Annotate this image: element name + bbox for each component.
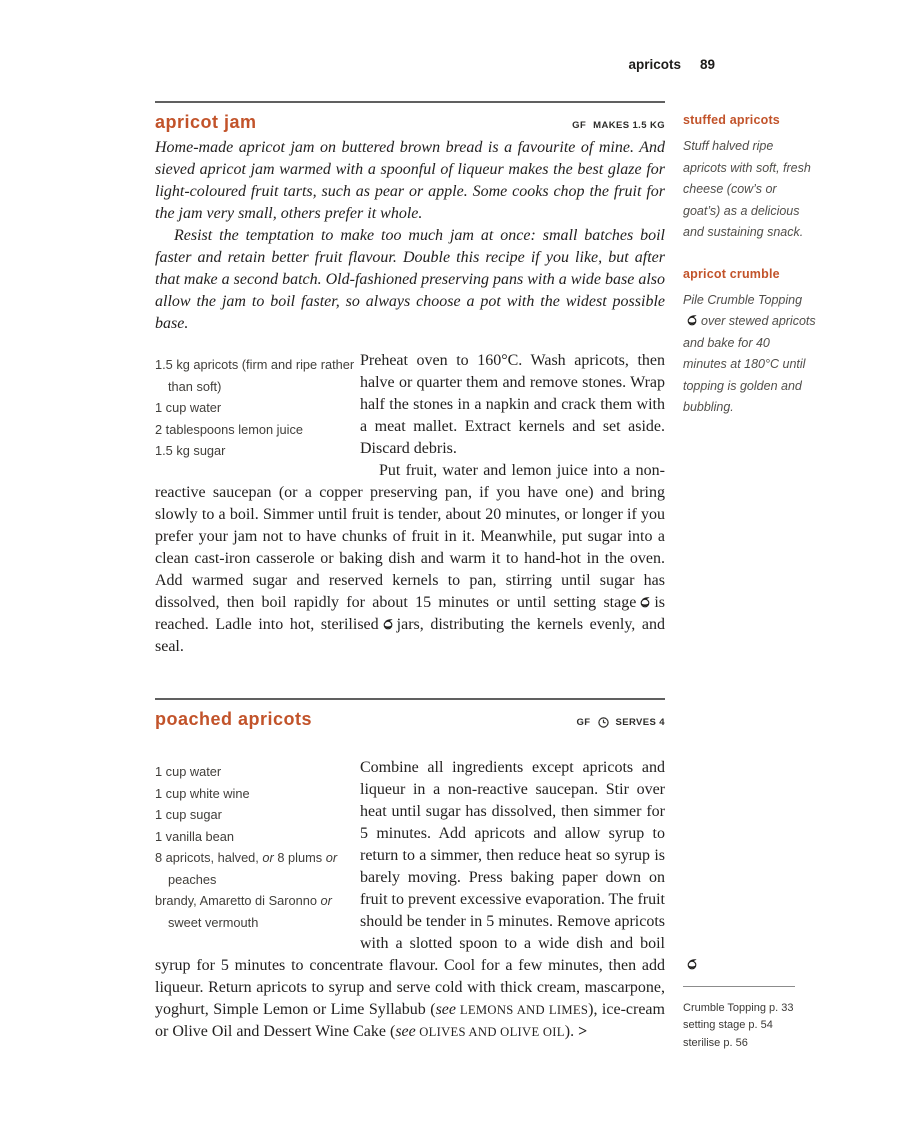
recipe-body <box>155 350 665 658</box>
ingredients-list <box>155 354 360 482</box>
text-run: Stuff halved ripe apricots with soft, fresh cheese (cow’s or goat’s) as a delicious and sustaining snack. <box>683 139 811 239</box>
sidebar-note <box>683 267 816 419</box>
text-run: 1.5 kg sugar <box>155 443 226 458</box>
text-run: 1.5 kg apricots (firm and ripe rather than soft) <box>155 357 355 394</box>
ingredient-item <box>155 783 360 805</box>
text-run: peaches <box>168 871 217 887</box>
sidebar-note <box>683 113 816 244</box>
ingredient-item <box>155 890 360 933</box>
recipe-section-apricot-jam <box>155 101 665 658</box>
ingredient-item <box>155 440 360 462</box>
yield-badge: MAKES 1.5 KG <box>593 120 665 131</box>
sidebar-note-text <box>683 136 816 244</box>
ingredient-item <box>155 847 360 890</box>
footnote-item: sterilise p. 56 <box>683 1036 748 1049</box>
main-column <box>155 101 665 1043</box>
text-run: ). <box>564 1023 579 1040</box>
ingredient-item <box>155 397 360 419</box>
running-head-title: apricots <box>628 57 681 72</box>
gf-badge: GF <box>576 717 591 728</box>
sidebar-note-title: apricot crumble <box>683 266 780 281</box>
running-head <box>155 57 715 72</box>
ingredient-item <box>155 761 360 783</box>
section-rule <box>155 698 665 700</box>
recipe-title: apricot jam <box>155 112 257 132</box>
footnote-rule <box>683 986 795 987</box>
sidebar-note-text <box>683 290 816 419</box>
recipe-section-poached-apricots <box>155 698 665 1043</box>
text-run: jars, distributing the kernels evenly, and seal. <box>155 616 665 655</box>
sidebar-note-title: stuffed apricots <box>683 113 780 127</box>
cross-reference-apple-icon <box>686 314 698 326</box>
text-run: Put fruit, water and lemon juice into a non-reactive saucepan (or a copper preserving pan, if you have one) and bring slowly to a boil. Simmer until fruit is tender, about 20 minutes, or longer if you prefer your jam not to have chunks of fruit in it. Meanwhile, put sugar into a clean cast-iron casserole or baking dish and warm it to hand-hot in the oven. Add warmed sugar and reserved kernels to pan, stirring until sugar has dissolved, then boil rapidly for about 15 minutes or until setting stage <box>155 462 665 611</box>
text-run: OLIVES AND OLIVE OIL <box>415 1025 565 1039</box>
cross-reference-apple-icon <box>382 618 394 630</box>
text-run: ), ice-cream or Olive Oil and Dessert Wine Cake ( <box>155 1001 665 1040</box>
page-number: 89 <box>699 57 715 72</box>
recipe-title-row <box>155 709 665 730</box>
ingredient-item <box>155 419 360 441</box>
text-run: 1 vanilla bean <box>155 828 234 844</box>
text-run: 8 apricots, halved, <box>155 850 263 865</box>
ingredient-item <box>155 826 360 848</box>
text-run: 1 cup sugar <box>155 807 222 822</box>
text-run: Combine all ingredients except apricots and liqueur in a non-reactive saucepan. Stir over heat until sugar has dissolved, then simmer for 5 minutes. Add apricots and allow syrup to return to a simmer, then reduce heat so syrup is barely moving. Press baking paper down on fruit to prevent excessive evaporation. The fruit should be tender in 5 minutes. Remove apricots with a slotted spoon to a wide dish and boil syrup for 5 minutes to concentrate flavour. Cool for a few minutes, then add liqueur. Return apricots to syrup and serve cold with thick cream, mascarpone, yoghurt, Simple Lemon or Lime Syllabub ( <box>155 759 665 1018</box>
cross-reference-apple-icon <box>686 958 698 970</box>
text-run: or <box>325 850 338 865</box>
text-run: sweet vermouth <box>168 914 259 930</box>
cross-reference-apple-icon <box>639 596 651 608</box>
text-run: 2 tablespoons lemon juice <box>155 421 303 437</box>
text-run: > <box>578 1023 588 1040</box>
text-run: 1 cup water <box>155 764 222 779</box>
text-run: see <box>435 1001 457 1018</box>
footnote-list <box>683 1000 816 1053</box>
text-run: Pile Crumble Topping <box>683 292 803 307</box>
text-run: 1 cup water <box>155 400 222 415</box>
ingredient-item <box>155 804 360 826</box>
recipe-badges <box>577 717 666 728</box>
yield-badge: SERVES 4 <box>615 717 665 728</box>
recipe-title-row <box>155 112 665 133</box>
text-run: 1 cup white wine <box>155 785 250 801</box>
text-run: brandy, Amaretto di Saronno <box>155 893 321 908</box>
method-paragraph <box>155 460 665 658</box>
gf-badge: GF <box>572 120 587 131</box>
section-rule <box>155 101 665 103</box>
footnote-item: setting stage p. 54 <box>683 1019 773 1031</box>
clock-icon <box>598 717 609 728</box>
recipe-badges <box>572 120 665 131</box>
text-run: LEMONS AND LIMES <box>456 1003 589 1017</box>
text-run: over stewed apricots and bake for 40 minutes at 180°C until topping is golden and bubbling. <box>683 314 816 414</box>
text-run: or <box>320 893 332 908</box>
text-run: see <box>395 1023 416 1040</box>
footnote-item: Crumble Topping p. 33 <box>683 1001 794 1014</box>
intro-paragraph: Home-made apricot jam on buttered brown bread is a favourite of mine. And sieved apricot jam warmed with a spoonful of liqueur makes the best glaze for light-coloured fruit tarts, such as pear or apple. Some cooks chop the fruit for the jam very small, others prefer it whole. <box>155 139 665 222</box>
footnote-icon-holder <box>683 960 701 972</box>
ingredients-list <box>155 761 360 953</box>
text-run: or <box>262 850 274 865</box>
ingredient-item <box>155 354 360 397</box>
text-run: 8 plums <box>273 850 326 865</box>
footnote-block <box>683 958 816 1052</box>
text-run: is reached. Ladle into hot, sterilised <box>155 594 665 633</box>
intro-paragraph: Resist the temptation to make too much jam at once: small batches boil faster and retain better fruit flavour. Double this recipe if you like, but after that make a second batch. Old-fashioned preserving pans with a wide base also allow the jam to boil faster, so always choose a pot with the widest possible base. <box>155 227 666 332</box>
text-run: Preheat oven to 160°C. Wash apricots, then halve or quarter them and remove stones. Wrap half the stones in a napkin and crack them with a meat mallet. Extract kernels and set aside. Discard debris. <box>360 352 665 457</box>
recipe-body <box>155 757 665 1043</box>
sidebar-notes <box>683 113 816 442</box>
recipe-title: poached apricots <box>155 709 313 729</box>
